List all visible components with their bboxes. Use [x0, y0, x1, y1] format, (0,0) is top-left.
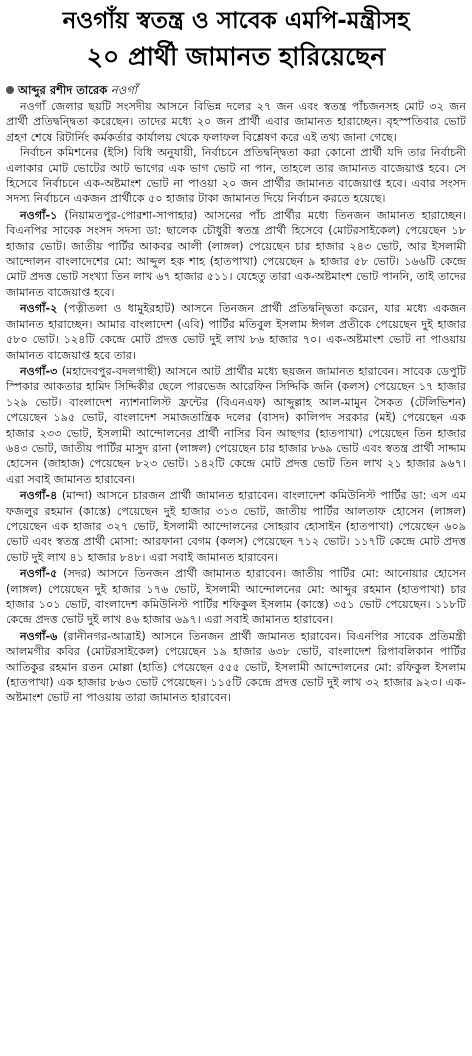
section-title: নওগাঁ-৫ [20, 567, 58, 581]
section-naogaon-5 [6, 566, 466, 628]
section-naogaon-1 [6, 208, 466, 300]
section-naogaon-2 [6, 301, 466, 363]
byline [6, 82, 466, 98]
section-text: (মহাদেবপুর-বদলগাছী) আসনে আট প্রার্থীর মধ্যে ছয়জন জামানত হারাবেন। সাবেক ডেপুটি স্পিকার আকতার হামিদ সিদ্দিকীর ছেলে পারভেজ আরেফিন সিদ্দিকি জনি (কলস) পেয়েছেন ১৭ হাজার ১২৯ ভোট। বাংলাদেশ ন্যাশনালিস্ট ফ্রন্টের (বিএনএফ) আব্দুল্লাহ আল-মামুন সৈকত (টেলিভিশন) পেয়েছেন ১৯৫ ভোট, বাংলাদেশ সমাজতান্ত্রিক দলের (বাসদ) কালিপদ সরকার (মই) পেয়েছেন এক হাজার ২৩৩ ভোট, ইসলামী আন্দোলনের প্রার্থী নাসির বিন আছগর (হাতপাখা) পেয়েছেন তিন হাজার ৬৪৩ ভোট, জাতীয় পার্টির মাসুদ রানা (লাঙ্গল) পেয়েছেন চার হাজার ৮৬৯ ভোট এবং স্বতন্ত্র প্রার্থী সাদ্দাম হোসেন (জাহাজ) পেয়েছেন ৮২৩ ভোট। ১৪২টি কেন্দ্রে মোট প্রদত্ত ভোট তিন লাখ ২১ হাজার ৯৬৭। এরা সবাই জামানত হারাবেন। [6, 364, 466, 486]
intro-paragraph-1: নওগাঁ জেলার ছয়টি সংসদীয় আসনে বিভিন্ন দলের ২৭ জন এবং স্বতন্ত্র পাঁচজনসহ মোট ৩২ জন প্রার্থী প্রতিদ্বন্দ্বিতা করেছেন। তাদের মধ্যে ২০ জন প্রার্থী এবার জামানত হারাচ্ছেন। বৃহস্পতিবার ভোট গ্রহণ শেষে রিটার্নিং কর্মকর্তার কার্যালয় থেকে ফলাফল বিশ্লেষণ করে এই তথ্য জানা গেছে। [6, 100, 466, 144]
byline-author: আব্দুর রশীদ তারেক [18, 83, 108, 97]
intro-paragraph-2: নির্বাচন কমিশনের (ইসি) বিধি অনুযায়ী, নির্বাচনে প্রতিদ্বন্দ্বিতা করা কোনো প্রার্থী যদি তার নির্বাচনী এলাকার মোট ভোটের আট ভাগের এক ভাগ ভোট না পান, তাহলে তার জামানত বাজেয়াপ্ত হবে। সে হিসেবে নির্বাচনে এক-অষ্টমাংশ ভোট না পাওয়া ২০ জন প্রার্থীর জামানত বাজেয়াপ্ত হবে। এবার সংসদ সদস্য নির্বাচনে একজন প্রার্থীকে ৫০ হাজার টাকা জামানত দিয়ে নির্বাচন করতে হয়েছে। [6, 146, 466, 206]
section-text: (পত্নীতলা ও ধামুইরহাট) আসনে তিনজন প্রার্থী প্রতিদ্বন্দ্বিতা করেন, যার মধ্যে একজন জামানত হারাচ্ছেন। আমার বাংলাদেশ (এবি) পার্টির মতিবুল ইসলাম ঈগল প্রতীকে পেয়েছেন দুই হাজার ৫৮০ ভোট। ১২৪টি কেন্দ্রে মোট প্রদত্ত ভোট দুই লাখ ৮৬ হাজার ৭০। এক-অষ্টমাংশ ভোট না পাওয়ায় জামানত বাজেয়াপ্ত হবে তার। [6, 302, 466, 362]
bullet-icon [6, 86, 14, 94]
section-text: (রানীনগর-আত্রাই) আসনে তিনজন প্রার্থী জামানত হারাবেন। বিএনপির সাবেক প্রতিমন্ত্রী আলমগীর কবির (মোটরসাইকেল) পেয়েছেন ১৯ হাজার ৬৩৮ ভোট, বাংলাদেশ রিপাবলিকান পার্টির আতিকুর রহমান রতন মোল্লা (হাতি) পেয়েছেন ৫৫৫ ভোট, ইসলামী আন্দোলনের মো: রফিকুল ইসলাম (হাতপাখা) এক হাজার ৮৬৩ ভোট পেয়েছেন। ১১৫টি কেন্দ্রে প্রদত্ত ভোট দুই লাখ ৩২ হাজার ৯২৩। এক-অষ্টমাংশ ভোট না পাওয়ায় তারা জামানত হারাবেন। [6, 629, 466, 705]
headline [6, 4, 466, 76]
article-body [6, 99, 466, 706]
headline-line-1: নওগাঁয় স্বতন্ত্র ও সাবেক এমপি-মন্ত্রীসহ [62, 8, 410, 34]
section-text: (মান্দা) আসনে চারজন প্রার্থী জামানত হারাবেন। বাংলাদেশ কমিউনিস্ট পার্টির ডা: এস এম ফজলুর রহমান (কাস্তে) পেয়েছেন দুই হাজার ৩১৩ ভোট, জাতীয় পার্টির আলতাফ হোসেন (লাঙ্গল) পেয়েছেন এক হাজার ৩২৭ ভোট, ইসলামী আন্দোলনের সোহরাব হোসাইন (হাতপাখা) পেয়েছেন ৬০৯ ভোট এবং স্বতন্ত্র প্রার্থী মোসা: আরফানা বেগম (কলস) পেয়েছেন ৭১২ ভোট। ১১৭টি কেন্দ্রে মোট প্রদত্ত ভোট দুই লাখ ৪১ হাজার ৮৪৮। এরা সবাই জামানত হারাবেন। [6, 489, 466, 564]
byline-location: নওগাঁ [110, 83, 138, 97]
section-title: নওগাঁ-৬ [20, 629, 58, 643]
section-title: নওগাঁ-১ [20, 208, 58, 222]
section-title: নওগাঁ-৪ [20, 489, 58, 503]
section-naogaon-4 [6, 488, 466, 565]
section-naogaon-3 [6, 364, 466, 487]
section-text: (নিয়ামতপুর-পোরশা-সাপাহার) আসনের পাঁচ প্রার্থীর মধ্যে তিনজন জামানত হারাচ্ছেন। বিএনপির সাবেক সংসদ সদস্য ডা: ছালেক চৌধুরী স্বতন্ত্র প্রার্থী হিসেবে (মোটরসাইকেল) পেয়েছেন ১৮ হাজার ভোট। জাতীয় পার্টির আকবর আলী (লাঙ্গল) পেয়েছেন চার হাজার ২৪৩ ভোট, আর ইসলামী আন্দোলন বাংলাদেশের মো: আব্দুল হক শাহ (হাতপাখা) পেয়েছেন ৯ হাজার ৫৮ ভোট। ১৬৬টি কেন্দ্রে মোট প্রদত্ত ভোট সংখ্যা তিন লাখ ৬৭ হাজার ৫১১। যেহেতু তারা এক-অষ্টমাংশ ভোট পাননি, তাই তাদের জামানত বাজেয়াপ্ত হবে। [6, 208, 466, 299]
section-naogaon-6 [6, 629, 466, 706]
section-title: নওগাঁ-৩ [20, 364, 58, 378]
section-text: (সদর) আসনে তিনজন প্রার্থী জামানত হারাবেন। জাতীয় পার্টির মো: আনোয়ার হোসেন (লাঙ্গল) পেয়েছেন দুই হাজার ১৭৬ ভোট, ইসলামী আন্দোলনের মো: আব্দুর রহমান (হাতপাখা) চার হাজার ১০১ ভোট, বাংলাদেশ কমিউনিস্ট পার্টির শফিকুল ইসলাম (কাস্তে) ৩৫১ ভোট পেয়েছেন। ১১৮টি কেন্দ্রে প্রদত্ত ভোট দুই লাখ ৪৬ হাজার ৬৯৭। এরা সবাই জামানত হারাবেন। [6, 567, 466, 627]
headline-line-2: ২০ প্রার্থী জামানত হারিয়েছেন [86, 42, 386, 71]
section-title: নওগাঁ-২ [20, 302, 58, 316]
